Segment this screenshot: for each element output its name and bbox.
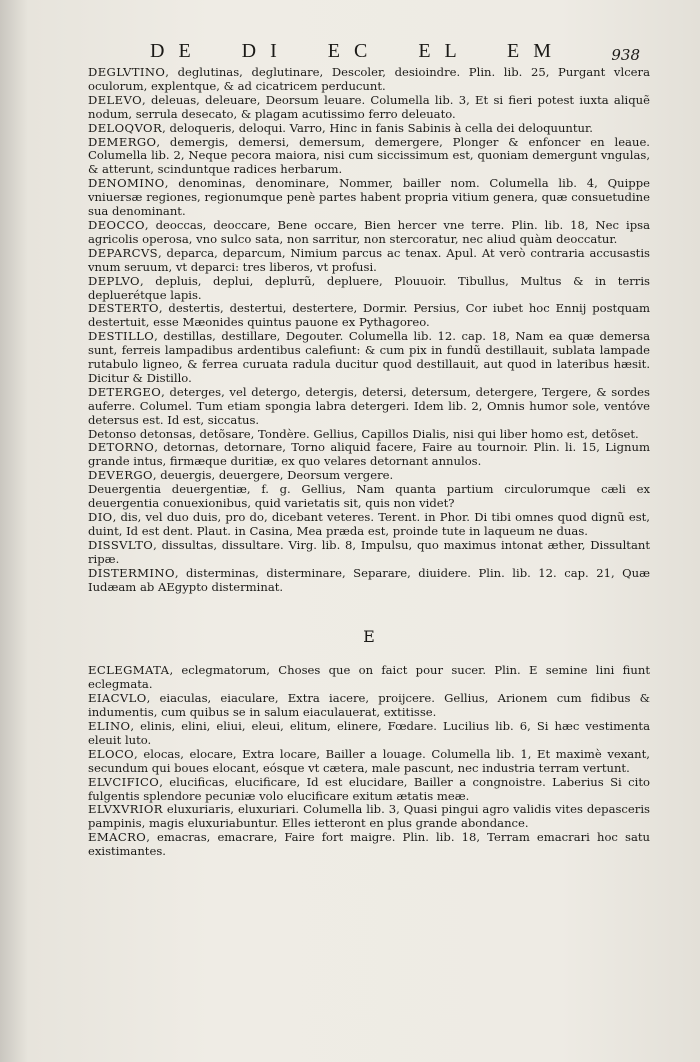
running-head: DE DI EC EL EM <box>150 40 566 62</box>
entry-headword: EIACVLO <box>88 691 147 706</box>
entry-text: , denominas, denominare, Nommer, bailler nom. Columella lib. 4, Quippe vniuersæ regiones, regionumque penè partes habent propria vitium genera, quæ consuetudine sua denominant. <box>88 176 650 219</box>
entry-headword: DESTERTO <box>88 301 159 316</box>
section-letter: E <box>363 627 375 647</box>
entry-headword: DEPLVO <box>88 273 140 288</box>
page-number: 938 <box>611 46 640 64</box>
dictionary-entry <box>88 776 650 804</box>
entry-headword: DENOMINO <box>88 176 165 191</box>
entry-text: Detonso detonsas, detõsare, Tondère. Gellius, Capillos Dialis, nisi qui liber homo est, detõset. <box>88 426 639 441</box>
entry-text: , depluis, deplui, depluтũ, depluere, Plouuoir. Tibullus, Multus & in terris depluerétque lapis. <box>88 273 650 302</box>
entry-headword: ELVXVRIOR <box>88 802 163 817</box>
dictionary-entry <box>88 469 650 483</box>
entry-text: , elinis, elini, eliui, eleui, elitum, elinere, Fœdare. Lucilius lib. 6, Si hæc vestimenta eleuit luto. <box>88 718 650 747</box>
entry-text: , destillas, destillare, Degouter. Columella lib. 12. cap. 18, Nam ea quæ demersa sunt, ferreis lampadibus ardentibus calefiunt: & cum pix in fundũ destillauit, sublata lampade rutabulo ligneo, & ferrea curuata radula ducitur quod destillauit, aut quod in lateribus hæsit. Dicitur & Distillo. <box>88 329 650 385</box>
dictionary-entry <box>88 386 650 428</box>
entry-headword: EMACRO <box>88 830 147 845</box>
entry-headword: DESTILLO <box>88 329 155 344</box>
entry-headword: DEVERGO <box>88 468 153 483</box>
entry-text: , deloqueris, deloqui. Varro, Hinc in fanis Sabinis à cella dei deloquuntur. <box>162 120 593 135</box>
dictionary-entry <box>88 428 650 442</box>
entry-text: , dissultas, dissultare. Virg. lib. 8, Impulsu, quo maximus intonat æther, Dissultant ripæ. <box>88 537 650 566</box>
dictionary-entry <box>88 664 650 692</box>
dictionary-entry <box>88 511 650 539</box>
entry-text: , destertis, destertui, destertere, Dormir. Persius, Cor iubet hoc Ennij postquam destertuit, esse Mæonides quintus pauone ex Pythagoreo. <box>88 301 650 330</box>
dictionary-entry <box>88 219 650 247</box>
page-content <box>88 66 650 859</box>
dictionary-entry <box>88 302 650 330</box>
entry-text: , deleuas, deleuare, Deorsum leuare. Columella lib. 3, Et si fieri potest iuxta aliquẽ nodum, serrula desecato, & plagam acutissimo ferro deleuato. <box>88 92 650 121</box>
entry-text: eluxuriaris, eluxuriari. Columella lib. 3, Quasi pingui agro validis vites depasceris pampinis, magis eluxuriabuntur. Elles ietteront en plus grande abondance. <box>88 802 650 831</box>
entry-text: , eiaculas, eiaculare, Extra iacere, proijcere. Gellius, Arionem cum fidibus & indumentis, cum quibus se in salum eiaculauerat, extitisse. <box>88 691 650 720</box>
dictionary-entry <box>88 275 650 303</box>
entries-e-section <box>88 664 650 859</box>
entry-headword: DISSVLTO <box>88 537 154 552</box>
entry-text: , detornas, detornare, Torno aliquid facere, Faire au tournoir. Plin. li. 15, Lignum grande intus, firmæque duritiæ, ex quo velares detornant annulos. <box>88 440 650 469</box>
entry-headword: ELVCIFICO <box>88 774 160 789</box>
dictionary-entry <box>88 539 650 567</box>
entry-headword: DEOCCO <box>88 217 145 232</box>
entry-headword: DEGLVTINO <box>88 65 166 79</box>
entry-text: , deglutinas, deglutinare, Descoler, desioindre. Plin. lib. 25, Purgant vlcera oculorum, explentque, & ad cicatricem perducunt. <box>88 65 650 93</box>
entry-text: , emacras, emacrare, Faire fort maigre. Plin. lib. 18, Terram emacrari hoc satu existimantes. <box>88 830 650 859</box>
entry-text: , disterminas, disterminare, Separare, diuidere. Plin. lib. 12. cap. 21, Quæ Iudæam ab AEgypto disterminat. <box>88 565 650 594</box>
entry-text: , demergis, demersi, demersum, demergere, Plonger & enfoncer en leaue. Columella lib. 2, Neque pecora maiora, nisi cum siccissimum est, quoniam demergunt vngulas, & atterunt, scinduntque radices herbarum. <box>88 134 650 177</box>
entry-headword: DISTERMINO <box>88 565 175 580</box>
entry-text: , deterges, vel detergo, detergis, detersi, detersum, detergere, Tergere, & sordes auferre. Columel. Tum etiam spongia labra detergeri. Idem lib. 2, Omnis humor sole, ventóve detersus est. Id est, siccatus. <box>88 384 650 427</box>
entry-headword: DELEVO <box>88 92 142 107</box>
entry-headword: ELOCO <box>88 746 135 761</box>
dictionary-entry <box>88 122 650 136</box>
dictionary-entry <box>88 66 650 94</box>
dictionary-entry <box>88 177 650 219</box>
entry-headword: DELOQVOR <box>88 120 163 135</box>
entry-text: , elucificas, elucificare, Id est elucidare, Bailler a congnoistre. Laberius Si cito fulgentis splendore pecuniæ volo elucificare exitum ætatis meæ. <box>88 774 650 803</box>
entry-headword: DEPARCVS <box>88 245 158 260</box>
entry-text: , elocas, elocare, Extra locare, Bailler a louage. Columella lib. 1, Et maximè vexant, secundum qui boues elocant, eósque vt cætera, male pascunt, nec industria terram vertunt. <box>88 746 650 775</box>
entry-headword: ELINO <box>88 718 131 733</box>
dictionary-entry <box>88 247 650 275</box>
dictionary-entry <box>88 720 650 748</box>
entry-text: , dis, vel duo duis, pro do, dicebant veteres. Terent. in Phor. Di tibi omnes quod dignũ est, duint, Id est dent. Plaut. in Casina, Mea præda est, proinde tute in laqueum ne duas. <box>88 510 650 538</box>
dictionary-entry <box>88 567 650 595</box>
entry-text: , deuergis, deuergere, Deorsum vergere. <box>152 468 394 483</box>
entries-d-section <box>88 66 650 594</box>
dictionary-entry <box>88 136 650 178</box>
entry-headword: DETORNO <box>88 440 155 455</box>
entry-text: Deuergentia deuergentiæ, f. g. Gellius, Nam quanta partium circulorumque cæli ex deuergentia conuexionibus, quid varietatis sit, quis non videt? <box>88 482 650 511</box>
dictionary-entry <box>88 803 650 831</box>
entry-headword: ECLEGMATA <box>88 663 170 678</box>
entry-text: , eclegmatorum, Choses que on faict pour sucer. Plin. E semine lini fiunt eclegmata. <box>88 663 650 692</box>
entry-headword: DETERGEO <box>88 384 162 399</box>
dictionary-entry <box>88 94 650 122</box>
page-header <box>150 40 640 64</box>
entry-headword: DIO <box>88 510 113 524</box>
dictionary-entry <box>88 748 650 776</box>
dictionary-entry <box>88 483 650 511</box>
entry-text: , deoccas, deoccare, Bene occare, Bien hercer vne terre. Plin. lib. 18, Nec ipsa agricolis operosa, vno sulco sata, non sarritur, non stercoratur, nec aliud quàm deoccatur. <box>88 217 650 246</box>
dictionary-entry <box>88 441 650 469</box>
dictionary-entry <box>88 831 650 859</box>
dictionary-entry <box>88 692 650 720</box>
entry-text: , deparca, deparcum, Nimium parcus ac tenax. Apul. At verò contraria accusastis vnum seruum, vt deparci: tres liberos, vt profusi. <box>88 245 650 274</box>
entry-headword: DEMERGO <box>88 134 157 149</box>
dictionary-entry <box>88 330 650 386</box>
